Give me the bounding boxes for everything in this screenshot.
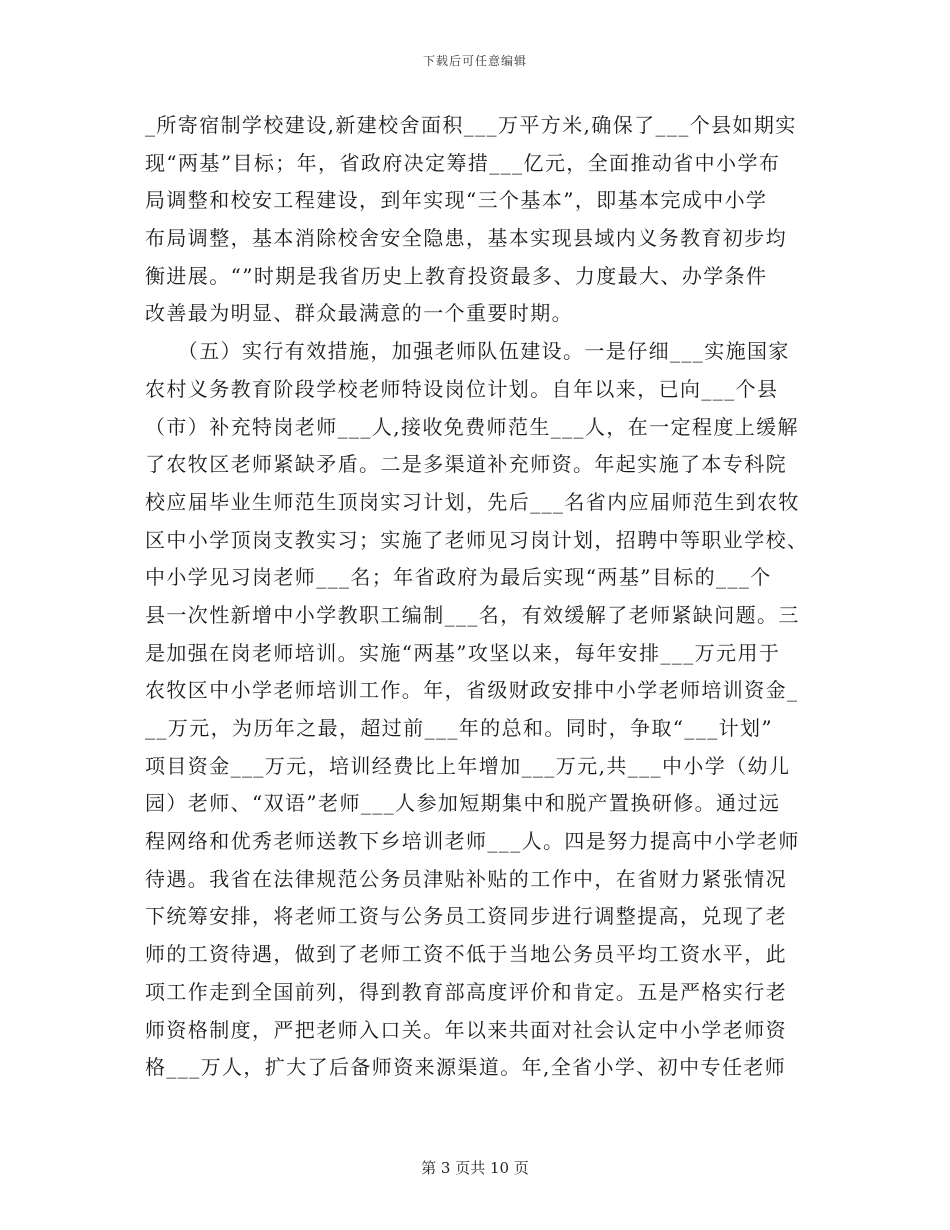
text-line: 衡进展。“”时期是我省历史上教育投资最多、力度最大、办学条件 [145,263,768,288]
text-line: 区中小学顶岗支教实习；实施了老师见习岗计划，招聘中等职业学校、 [145,527,809,552]
text-line: 项工作走到全国前列，得到教育部高度评价和肯定。五是严格实行老 [145,979,787,1004]
text-line: 农牧区中小学老师培训工作。年，省级财政安排中小学老师培训资金_ [145,678,799,703]
text-line: 项目资金___万元，培训经费比上年增加___万元,共___中小学（幼儿 [145,753,791,778]
text-line: 师资格制度，严把老师入口关。年以来共面对社会认定中小学老师资 [145,1017,787,1042]
text-line: 程网络和优秀老师送教下乡培训老师___人。四是努力提高中小学老师 [145,829,800,854]
document-body [145,107,809,1087]
text-line: 格___万人，扩大了后备师资来源渠道。年,全省小学、初中专任老师 [145,1055,787,1080]
text-line: 县一次性新增中小学教职工编制___名，有效缓解了老师紧缺问题。三 [145,602,800,627]
text-line: 改善最为明显、群众最满意的一个重要时期。 [145,301,573,326]
text-line: 师的工资待遇，做到了老师工资不低于当地公务员平均工资水平，此 [145,942,787,967]
text-line: 了农牧区老师紧缺矛盾。二是多渠道补充师资。年起实施了本专科院 [145,452,787,477]
text-line: 现“两基”目标；年，省政府决定筹措___亿元，全面推动省中小学布 [145,150,781,175]
text-line: 下统筹安排，将老师工资与公务员工资同步进行调整提高，兑现了老 [145,904,787,929]
text-line: 待遇。我省在法律规范公务员津贴补贴的工作中，在省财力紧张情况 [145,866,787,891]
text-line: （市）补充特岗老师___人,接收免费师范生___人，在一定程度上缓解 [145,414,799,439]
text-line: 园）老师、“双语”老师___人参加短期集中和脱产置换研修。通过远 [145,791,781,816]
text-line: 局调整和校安工程建设，到年实现“三个基本”，即基本完成中小学 [145,188,768,213]
page-number-footer: 第 3 页共 10 页 [421,1159,529,1177]
text-line: 布局调整，基本消除校舍安全隐患，基本实现县域内义务教育初步均 [145,226,787,251]
text-line: 校应届毕业生师范生顶岗实习计划，先后___名省内应届师范生到农牧 [145,489,800,514]
page-header: 下载后可任意编辑 [422,54,527,68]
text-line: （五）实行有效措施，加强老师队伍建设。一是仔细___实施国家 [145,339,790,364]
text-line: 中小学见习岗老师___名；年省政府为最后实现“两基”目标的___个 [145,565,772,590]
text-line: 是加强在岗老师培训。实施“两基”攻坚以来，每年安排___万元用于 [145,640,781,665]
text-line: 农村义务教育阶段学校老师特设岗位计划。自年以来，已向___个县 [145,376,779,401]
text-line: _所寄宿制学校建设,新建校舍面积___万平方米,确保了___个县如期实 [145,113,797,137]
text-line: __万元，为历年之最，超过前___年的总和。同时，争取“___计划” [145,716,774,740]
